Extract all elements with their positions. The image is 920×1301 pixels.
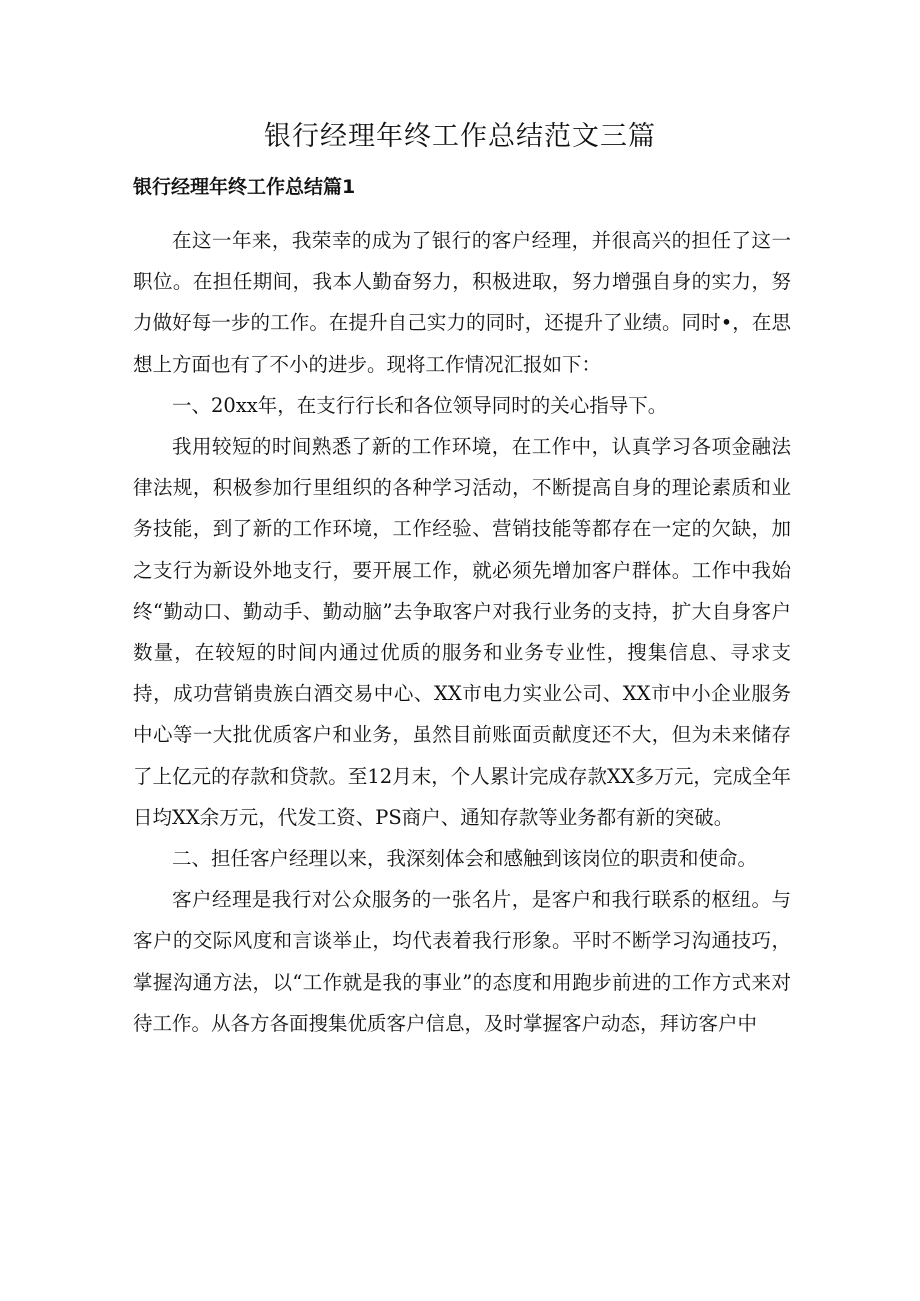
paragraph-work-details: 我用较短的时间熟悉了新的工作环境，在工作中，认真学习各项金融法律法规，积极参加行里组织的各种学习活动，不断提高自身的理论素质和业务技能，到了新的工作环境，工作经验、营销技能等都存在一定的欠缺，加之支行为新设外地支行，要开展工作，就必须先增加客户群体。工作中我始终“勤动口、勤动手、勤动脑”去争取客户对我行业务的支持，扩大自身客户数量，在较短的时间内通过优质的服务和业务专业性，搜集信息、寻求支持，成功营销贵族白酒交易中心、XX市电力实业公司、XX市中小企业服务中心等一大批优质客户和业务，虽然目前账面贡献度还不大，但为未来储存了上亿元的存款和贷款。至12月末，个人累计完成存款XX多万元，完成全年日均XX余万元，代发工资、PS商户、通知存款等业务都有新的突破。 — [133, 435, 791, 829]
paragraph-point-two: 二、担任客户经理以来，我深刻体会和感触到该岗位的职责和使命。 — [172, 847, 758, 871]
document-body — [133, 220, 791, 1044]
paragraph-client-manager: 客户经理是我行对公众服务的一张名片，是客户和我行联系的枢纽。与客户的交际风度和言谈举止，均代表着我行形象。平时不断学习沟通技巧，掌握沟通方法，以“工作就是我的事业”的态度和用跑步前进的工作方式来对待工作。从各方各面搜集优质客户信息，及时掌握客户动态，拜访客户中 — [133, 888, 791, 1035]
section-heading: 银行经理年终工作总结篇1 — [133, 176, 356, 198]
paragraph-point-one: 一、20xx年，在支行行长和各位领导同时的关心指导下。 — [172, 393, 668, 417]
paragraph-intro: 在这一年来，我荣幸的成为了银行的客户经理，并很高兴的担任了这一职位。在担任期间，我本人勤奋努力，积极进取，努力增强自身的实力，努力做好每一步的工作。在提升自己实力的同时，还提升了业绩。同时•，在思想上方面也有了不小的进步。现将工作情况汇报如下： — [133, 229, 791, 376]
document-title: 银行经理年终工作总结范文三篇 — [264, 121, 656, 152]
